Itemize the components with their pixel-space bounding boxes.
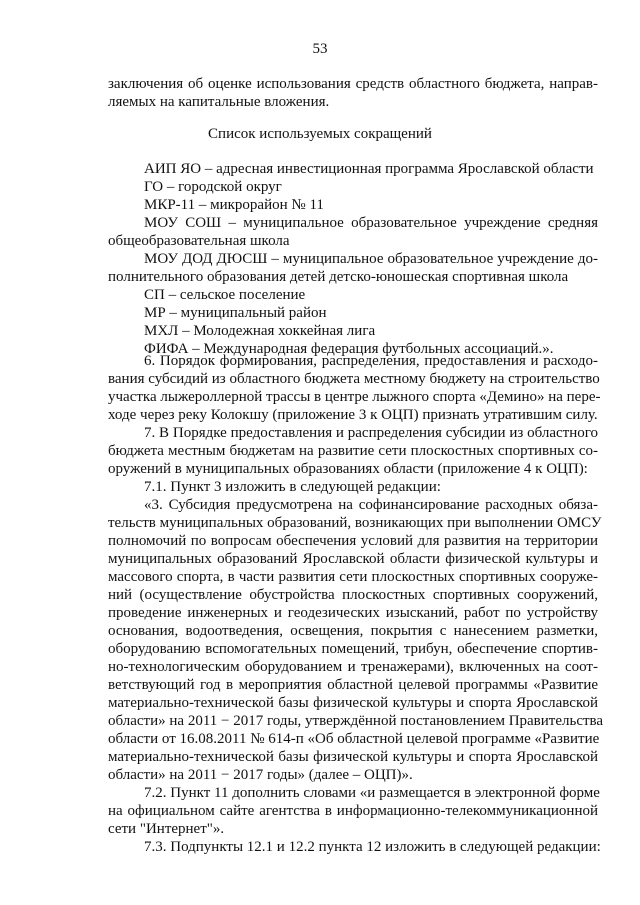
paragraph-line: 7. В Порядке предоставления и распределения субсидии из областного <box>144 425 598 441</box>
paragraph-line: 7.3. Подпункты 12.1 и 12.2 пункта 12 изложить в следующей редакции: <box>144 839 601 855</box>
paragraph-line: материально-технической базы физической культуры и спорта Ярославской <box>108 749 598 765</box>
intro-paragraph <box>108 75 598 111</box>
paragraph <box>108 838 601 856</box>
paragraph <box>108 352 601 424</box>
paragraph-line: основания, водоотведения, освещения, покрытия с нанесением разметки, <box>108 623 598 639</box>
paragraph-line: проведение инженерных и геодезических изысканий, работ по устройству <box>108 605 598 621</box>
paragraph <box>108 424 598 478</box>
intro-line: заключения об оценке использования средств областного бюджета, направ- <box>108 76 598 92</box>
abbreviation-line: МР – муниципальный район <box>144 305 327 321</box>
paragraph-line: вания субсидий из областного бюджета местному бюджету на строительство <box>108 371 600 387</box>
paragraph-line: ходе через реку Колокшу (приложение 3 к ОЦП) признать утратившим силу. <box>108 407 598 423</box>
abbreviation-line: МХЛ – Молодежная хоккейная лига <box>144 323 376 339</box>
paragraph-line: 7.1. Пункт 3 изложить в следующей редакции: <box>144 479 441 495</box>
abbreviation-line: АИП ЯО – адресная инвестиционная программа Ярославской области <box>144 161 594 177</box>
paragraph-line: тельств муниципальных образований, возникающих при выполнении ОМСУ <box>108 515 602 531</box>
abbreviations-title: Список используемых сокращений <box>208 126 432 142</box>
paragraph-line: но-технологическим оборудованием и тренажерами), включенных на соот- <box>108 659 598 675</box>
paragraph-line: 7.2. Пункт 11 дополнить словами «и размещается в электронной форме <box>144 785 600 801</box>
abbreviation-line: МКР-11 – микрорайон № 11 <box>144 197 324 213</box>
page-number: 53 <box>312 41 328 57</box>
paragraph-line: сети "Интернет"». <box>108 821 225 837</box>
paragraph-line: материально-технической базы физической культуры и спорта Ярославской <box>108 695 598 711</box>
paragraph-line: ний (осуществление обустройства плоскостных спортивных сооружений, <box>108 587 598 603</box>
paragraph-line: муниципальных образований Ярославской области физической культуры и <box>108 551 598 567</box>
document-body <box>108 352 604 856</box>
abbreviation-item <box>108 160 598 178</box>
abbreviation-line: ГО – городской округ <box>144 179 282 195</box>
abbreviation-item <box>108 196 598 214</box>
paragraph-line: бюджета местным бюджетам на развитие сети плоскостных спортивных со- <box>108 443 598 459</box>
abbreviation-item <box>108 304 598 322</box>
abbreviation-line: МОУ ДОД ДЮСШ – муниципальное образовательное учреждение до- <box>144 251 598 267</box>
abbreviation-line: общеобразовательная школа <box>108 233 290 249</box>
paragraph-line: полномочий по вопросам обеспечения условий для развития на территории <box>108 533 598 549</box>
abbreviations-list <box>108 160 598 358</box>
abbreviation-item <box>108 286 598 304</box>
abbreviation-line: МОУ СОШ – муниципальное образовательное учреждение средняя <box>144 215 598 231</box>
paragraph-line: оружений в муниципальных образованиях области (приложение 4 к ОЦП): <box>108 461 588 477</box>
abbreviation-line: полнительного образования детей детско-юношеская спортивная школа <box>108 269 569 285</box>
abbreviation-item <box>108 250 598 286</box>
paragraph-line: «3. Субсидия предусмотрена на софинансирование расходных обяза- <box>144 497 598 513</box>
paragraph <box>108 784 598 838</box>
abbreviation-line: СП – сельское поселение <box>144 287 306 303</box>
paragraph-line: на официальном сайте агентства в информационно-телекоммуникационной <box>108 803 598 819</box>
paragraph <box>108 496 604 784</box>
abbreviation-item <box>108 214 598 250</box>
paragraph-line: области от 16.08.2011 № 614-п «Об областной целевой программе «Развитие <box>108 731 600 747</box>
paragraph-line: оборудованию вспомогательных помещений, трибун, обеспечение спортив- <box>108 641 598 657</box>
abbreviation-line: ФИФА – Международная федерация футбольных ассоциаций.». <box>144 341 554 357</box>
intro-line: ляемых на капитальные вложения. <box>108 94 330 110</box>
paragraph-line: массового спорта, в части развития сети плоскостных спортивных сооруже- <box>108 569 598 585</box>
paragraph-line: области» на 2011 − 2017 годы» (далее – ОЦП)». <box>108 767 413 783</box>
abbreviation-item <box>108 178 598 196</box>
paragraph-line: области» на 2011 − 2017 годы, утверждённой постановлением Правительства <box>108 713 604 729</box>
paragraph <box>108 478 598 496</box>
paragraph-line: участка лыжероллерной трассы в центре лыжного спорта «Демино» на пере- <box>108 389 601 405</box>
paragraph-line: ветствующий год в мероприятия областной целевой программы «Развитие <box>108 677 598 693</box>
abbreviation-item <box>108 322 598 340</box>
paragraph-line: 6. Порядок формирования, распределения, предоставления и расходо- <box>144 353 598 369</box>
